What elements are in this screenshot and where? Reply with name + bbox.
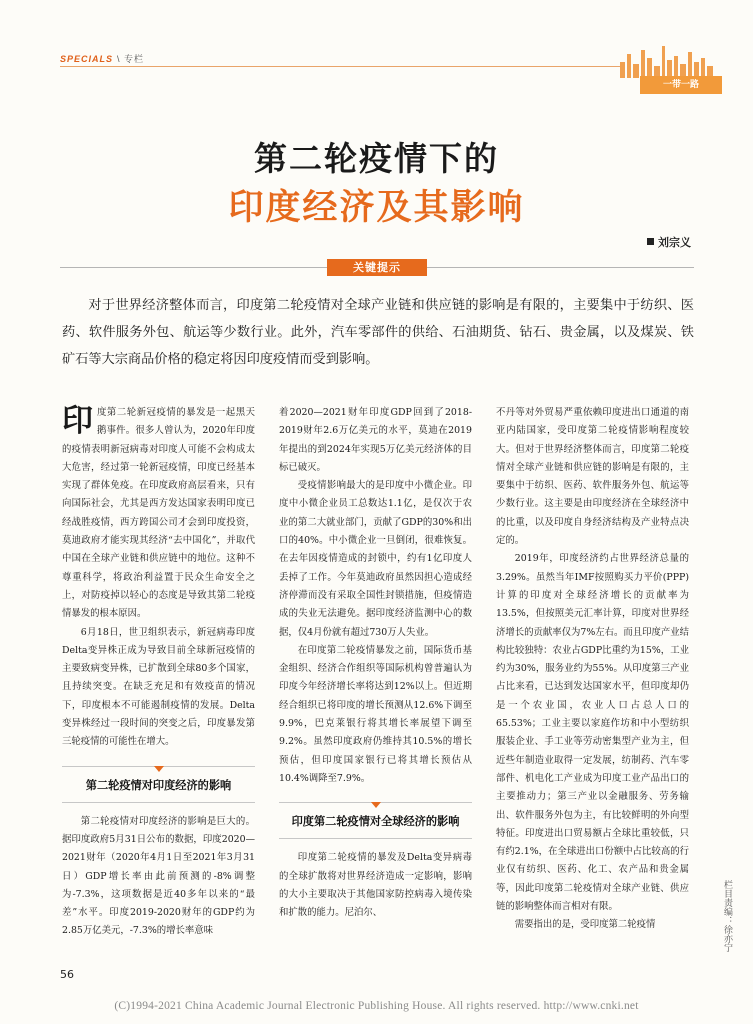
key-tips-label: 关键提示 (327, 259, 427, 276)
paragraph: 不丹等对外贸易严重依赖印度进出口通道的南亚内陆国家，受印度第二轮疫情影响程度较大。但对于世界经济整体而言，印度第二轮疫情对全球产业链和供应链的影响是有限的，主要集中于纺织、医药、软件服务外包、航运等少数行业。这主要是由印度经济在全球经济中的比重，以及印度自身经济结构及产业特点决定的。 (496, 407, 689, 547)
paragraph: 2019年，印度经济约占世界经济总量的3.29%。虽然当年IMF按照购买力平价(PPP)计算的印度对全球经济增长的贡献率为13.5%，但按照美元汇率计算，印度对世界经济增长的贡献率仅为7%左右。而且印度产业结构比较独特：农业占GDP比重约为15%，工业约为30%，服务业约为55%。从印度第三产业占比来看，已达到发达国家水平，但印度却仍是一个农业国，农业人口占总人口的65.53%；工业主要以家庭作坊和中小型纺织服装企业、手工业等劳动密集型产业为主，但近些年制造业取得一定发展，纺制药、汽车零部件、机电化工产业成为印度工业产品出口的主要推动力；第三产业以金融服务、劳务输出、软件服务外包为主，有比较鲜明的外向型特征。印度进出口贸易额占全球比重较低，只有约2.1%，在全球进出口份额中占比较高的行业仅有纺织、医药、化工、农产品和贵金属等，因此印度第二轮疫情对全球产业链、供应链的影响整体而言相对有限。 (496, 553, 689, 913)
paragraph: 受疫情影响最大的是印度中小微企业。印度中小微企业员工总数达1.1亿，是仅次于农业的第二大就业部门，贡献了GDP的30%和出口的40%。中小微企业一旦倒闭，很难恢复。在去年因疫情造成的封锁中，约有1亿印度人丢掉了工作。今年莫迪政府虽然因担心造成经济停滞而没有采取全国性封锁措施，但疫情造成的失业无法避免。据印度经济监测中心的数据，仅4月份就有超过730万人失业。 (279, 480, 472, 638)
editor-note: 栏目责编：徐亦宁 (722, 880, 732, 952)
article-title-line1: 第二轮疫情下的 (254, 139, 499, 178)
square-bullet-icon (647, 238, 654, 245)
triangle-marker-icon (154, 766, 164, 772)
paragraph: 6月18日，世卫组织表示，新冠病毒印度Delta变异株正成为导致目前全球新冠疫情的主要致病变异株，已扩散到全球80多个国家，且持续突变。在缺乏充足和有效疫苗的情况下，印度根本不可能遏制疫情的发展。Delta变异株经过一段时间的突变之后，印度暴发第三轮疫情的可能性在增大。 (62, 626, 255, 748)
section-label: SPECIALS \ 专栏 (60, 54, 145, 64)
page-header (0, 44, 753, 94)
drop-cap: 印 (62, 403, 93, 439)
section-heading: 印度第二轮疫情对全球经济的影响 (279, 802, 472, 839)
page-number: 56 (60, 968, 74, 981)
paragraph: 在印度第二轮疫情暴发之前，国际货币基金组织、经济合作组织等国际机构曾普遍认为印度今年经济增长率将达到12%以上。但近期经合组织已将印度的增长预测从12.6%下调至9.9%，巴克莱银行将其增长率展望下调至9.2%。虽然印度政府仍维持其10.5%的增长预估，但印度国家银行已将其增长预估从10.4%调降至7.9%。 (279, 644, 472, 784)
article-title-line2: 印度经济及其影响 (228, 187, 525, 228)
copyright-footer: (C)1994-2021 China Academic Journal Electronic Publishing House. All rights reserved. http://www.cnki.net (114, 1000, 639, 1012)
text-column-3 (496, 404, 689, 935)
section-heading: 第二轮疫情对印度经济的影响 (62, 766, 255, 803)
column-badge: 一带一路 (640, 76, 722, 94)
abstract-text: 对于世界经济整体而言，印度第二轮疫情对全球产业链和供应链的影响是有限的，主要集中于纺织、医药、软件服务外包、航运等少数行业。此外，汽车零部件的供给、石油期货、钻石、贵金属，以及煤炭、铁矿石等大宗商品价格的稳定将因印度疫情而受到影响。 (62, 298, 694, 367)
paragraph: 印度第二轮疫情的暴发及Delta变异病毒的全球扩散将对世界经济造成一定影响，影响的大小主要取决于其他国家防控病毒入境传染和扩散的能力。尼泊尔、 (279, 852, 472, 919)
text-column-2 (279, 404, 472, 922)
header-rule (60, 66, 620, 67)
paragraph: 印度第二轮新冠疫情的暴发是一起黑天鹅事件。很多人曾认为，2020年印度的疫情表明新冠病毒对印度人可能不会构成太大危害，经过第一轮新冠疫情，印度已经基本实现了群体免疫。在印度政府高层看来，只有向国际社会，尤其是西方发达国家表明印度已经战胜疫情，西方跨国公司才会到印度投资，莫迪政府才能实现其经济“去中国化”，并取代中国在全球产业链和供应链中的地位。这种不尊重科学，将政治利益置于民众生命安全之上，对防疫掉以轻心的态度是导致其第二轮疫情暴发的根本原因。 (62, 403, 255, 620)
paragraph: 第二轮疫情对印度经济的影响是巨大的。据印度政府5月31日公布的数据，印度2020—2021财年（2020年4月1日至2021年3月31日）GDP增长率由此前预测的-8%调整为-7.3%，这项数据是近40多年以来的“最差”水平。印度2019-2020财年的GDP约为2.85万亿美元，-7.3%的增长率意味 (62, 815, 255, 937)
triangle-marker-icon (371, 802, 381, 808)
text-column-1 (62, 404, 255, 941)
paragraph: 着2020—2021财年印度GDP回到了2018-2019财年2.6万亿美元的水平，莫迪在2019年提出的到2024年实现5万亿美元经济体的目标已破灭。 (279, 407, 472, 473)
paragraph: 需要指出的是，受印度第二轮疫情 (514, 919, 656, 931)
author-byline: 刘宗义 (647, 234, 691, 250)
